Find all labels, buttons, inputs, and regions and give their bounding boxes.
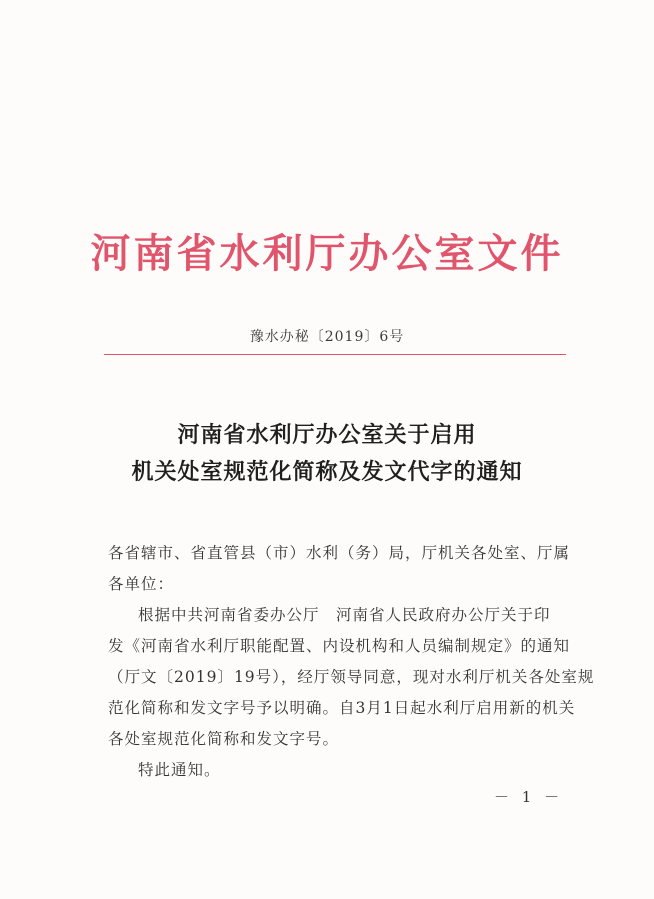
paragraph-line5: 各处室规范化简称和发文字号。 — [108, 730, 340, 748]
paragraph-line4: 范化简称和发文字号予以明确。自3月1日起水利厅启用新的机关 — [108, 699, 576, 717]
page-number: － 1 － — [494, 788, 564, 806]
notice-title-line2: 机关处室规范化简称及发文代字的通知 — [131, 459, 523, 485]
document-header-title: 河南省水利厅办公室文件 — [90, 231, 564, 277]
notice-title-line1: 河南省水利厅办公室关于启用 — [177, 422, 477, 448]
salutation-line1: 各省辖市、省直管县（市）水利（务）局，厅机关各处室、厅属 — [108, 544, 571, 562]
closing-text: 特此通知。 — [138, 761, 221, 779]
document-number: 豫水办秘〔2019〕6号 — [249, 329, 405, 345]
red-divider-line — [104, 354, 566, 355]
paragraph-line1: 根据中共河南省委办公厅 河南省人民政府办公厅关于印 — [138, 606, 551, 624]
paragraph-line2: 发《河南省水利厅职能配置、内设机构和人员编制规定》的通知 — [108, 637, 571, 655]
paragraph-line3: （厅文〔2019〕19号），经厅领导同意，现对水利厅机关各处室规 — [108, 668, 595, 686]
salutation-line2: 各单位： — [108, 575, 175, 593]
